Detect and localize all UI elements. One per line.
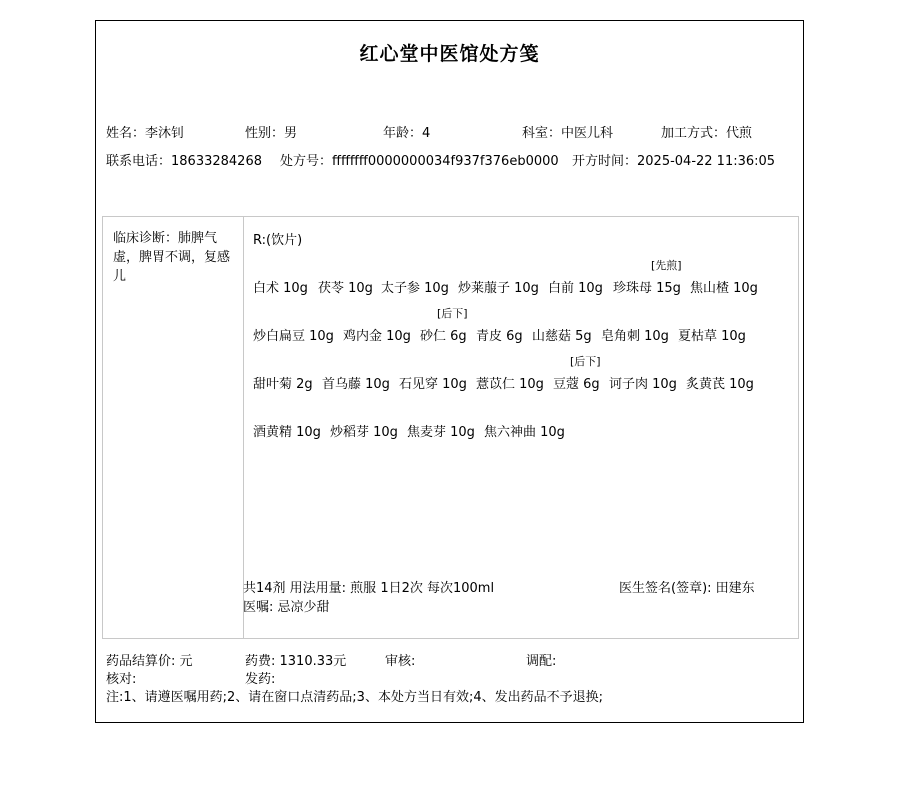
dispense-field: 调配: xyxy=(526,654,557,669)
herb-item: 太子参 10g xyxy=(381,281,449,296)
footer-notice: 注:1、请遵医嘱用药;2、请在窗口点清药品;3、本处方当日有效;4、发出药品不予退换; xyxy=(106,690,603,705)
herb-item: 首乌藤 10g xyxy=(322,377,390,392)
medical-advice: 医嘱: 忌凉少甜 xyxy=(243,600,330,615)
herb-note: [先煎] xyxy=(651,259,682,272)
herb-item: 珍珠母 15g xyxy=(613,281,681,296)
herb-item: 焦麦芽 10g xyxy=(407,425,475,440)
herb-item: 薏苡仁 10g xyxy=(476,377,544,392)
herb-item: 诃子肉 10g xyxy=(609,377,677,392)
patient-gender: 性别：男 xyxy=(245,126,298,141)
usage-dosage: 共14剂 用法用量: 煎服 1日2次 每次100ml xyxy=(243,581,495,596)
herb-item: 焦山楂 10g xyxy=(690,281,758,296)
prescription-number: 处方号：ffffffff0000000034f937f376eb0000 xyxy=(280,154,559,169)
herb-item: 石见穿 10g xyxy=(399,377,467,392)
review-field: 审核: xyxy=(385,654,416,669)
herb-item: 夏枯草 10g xyxy=(678,329,746,344)
processing-method: 加工方式：代煎 xyxy=(661,126,753,141)
herb-item: 鸡内金 10g xyxy=(343,329,411,344)
herb-item: 白术 10g xyxy=(253,281,308,296)
herb-item: 白前 10g xyxy=(548,281,603,296)
herb-item: 青皮 6g xyxy=(476,329,523,344)
herb-item: 豆蔻 6g xyxy=(553,377,600,392)
issue-field: 发药: xyxy=(245,672,276,687)
drug-fee: 药费: 1310.33元 xyxy=(245,654,347,669)
prescription-time: 开方时间：2025-04-22 11:36:05 xyxy=(572,154,776,169)
herb-item: 炙黄芪 10g xyxy=(686,377,754,392)
check-field: 核对: xyxy=(106,672,137,687)
herb-item: 炒稻芽 10g xyxy=(330,425,398,440)
herb-item: 炒莱菔子 10g xyxy=(458,281,539,296)
herb-note: [后下] xyxy=(570,355,601,368)
herb-item: 炒白扁豆 10g xyxy=(253,329,334,344)
patient-phone: 联系电话：18633284268 xyxy=(106,154,262,169)
herb-item: 焦六神曲 10g xyxy=(484,425,565,440)
drug-settlement-price: 药品结算价: 元 xyxy=(106,654,193,669)
page-title: 红心堂中医馆处方笺 xyxy=(359,43,540,65)
prescription-form xyxy=(95,20,804,723)
rx-header: R:(饮片) xyxy=(253,233,303,248)
prescription-body xyxy=(102,216,799,639)
patient-age: 年龄：4 xyxy=(383,126,431,141)
herb-item: 酒黄精 10g xyxy=(253,425,321,440)
patient-department: 科室：中医儿科 xyxy=(522,126,614,141)
herb-item: 山慈菇 5g xyxy=(532,329,592,344)
clinical-diagnosis: 临床诊断：肺脾气虚，脾胃不调，复感儿 xyxy=(113,231,231,284)
herb-note: [后下] xyxy=(437,307,468,320)
patient-name: 姓名：李沐钊 xyxy=(106,126,185,141)
herb-item: 甜叶菊 2g xyxy=(253,377,313,392)
herb-item: 皂角刺 10g xyxy=(601,329,669,344)
doctor-signature: 医生签名(签章): 田建东 xyxy=(619,581,755,596)
herb-item: 砂仁 6g xyxy=(420,329,467,344)
column-divider xyxy=(243,217,244,638)
herb-item: 茯苓 10g xyxy=(318,281,373,296)
